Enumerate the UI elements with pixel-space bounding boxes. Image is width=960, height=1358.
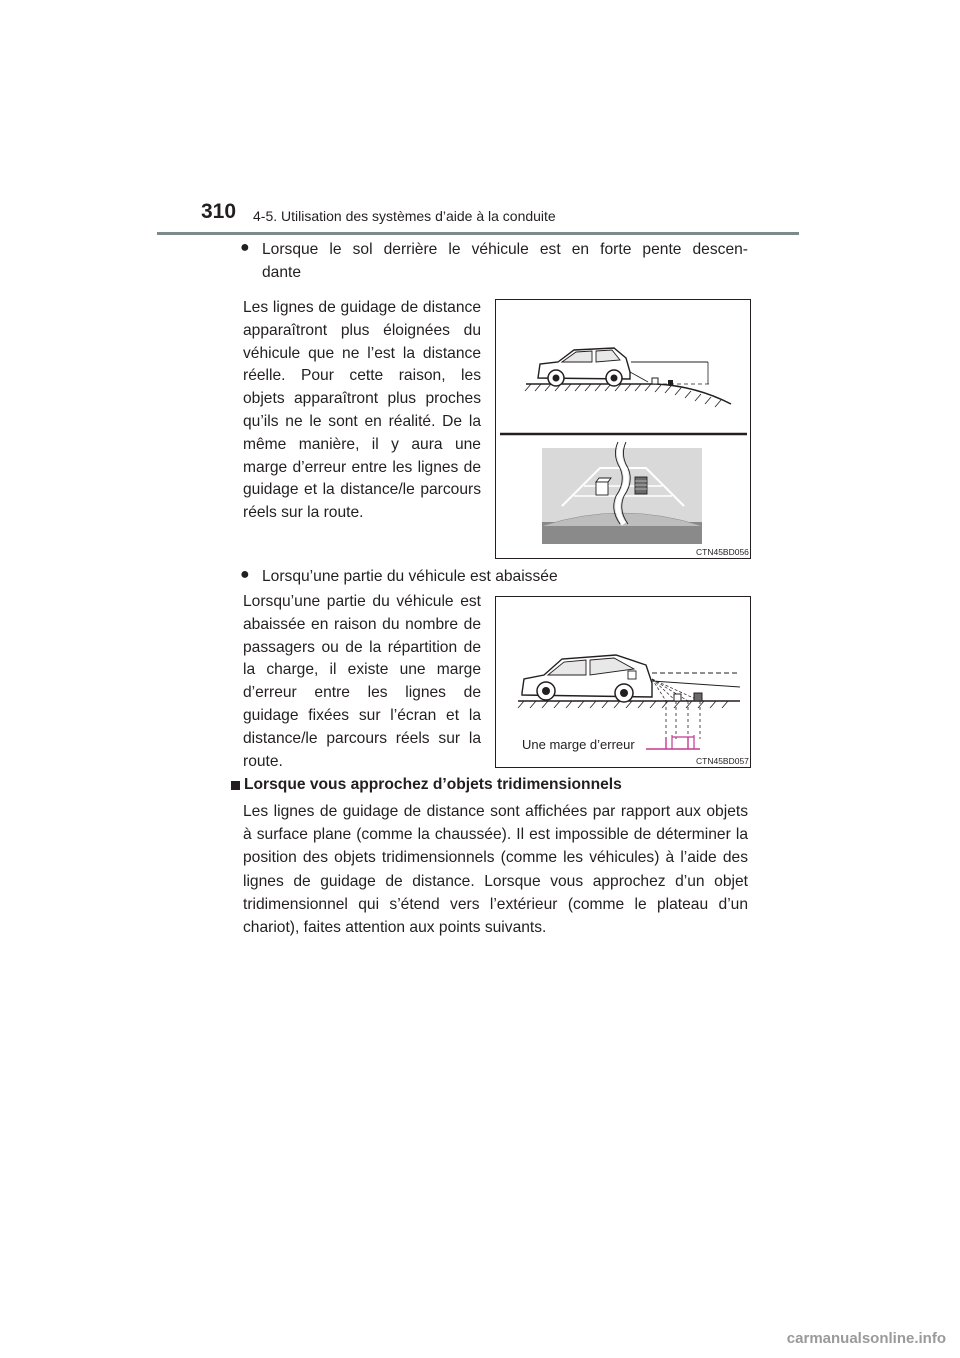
- bullet-icon: ●: [240, 566, 250, 583]
- site-watermark: carmanualsonline.info: [786, 1330, 946, 1347]
- figure-code: CTN45BD056: [696, 547, 749, 557]
- figure-downhill-slope: [495, 299, 751, 559]
- header-divider: [157, 232, 799, 235]
- figure-code: CTN45BD057: [696, 756, 749, 766]
- section-heading: Lorsque vous approchez d’objets tridimensionnels: [244, 776, 622, 793]
- figure-lowered-vehicle: [495, 596, 751, 768]
- bullet-title-line2: dante: [262, 264, 302, 281]
- section-square-icon: [231, 781, 240, 790]
- page-number: 310: [201, 200, 237, 223]
- bullet-title: Lorsqu’une partie du véhicule est abaissée: [262, 568, 558, 585]
- error-margin-label: Une marge d’erreur: [522, 737, 635, 752]
- downhill-illustration: [496, 300, 752, 560]
- bullet-title-line1: Lorsque le sol derrière le véhicule est en forte pente descen-: [262, 241, 748, 258]
- chapter-title: 4-5. Utilisation des systèmes d’aide à la conduite: [253, 208, 556, 224]
- section-body: Les lignes de guidage de distance sont affichées par rapport aux objets à surface plane (comme la chaussée). Il est impossible de déterminer la position des objets tridimensionnels (comme les véhicules) à l’aide des lignes de guidage de distance. Lorsque vous approchez d’un objet tridimensionnel qui s’étend vers l’extérieur (comme le plateau d’un chariot), faites attention aux points suivants.: [243, 803, 748, 937]
- bullet-body-lowered: Lorsqu’une partie du véhicule est abaissée en raison du nombre de passagers ou de la répartition de la charge, il existe une marge d’erreur entre les lignes de guidage fixées sur l’écran et la distance/le parcours réels sur la route.: [243, 593, 481, 770]
- bullet-icon: ●: [240, 239, 250, 256]
- bullet-body-slope: Les lignes de guidage de distance apparaîtront plus éloignées du véhicule que ne l’est la distance réelle. Pour cette raison, les objets apparaîtront plus proches qu’ils ne le sont en réalité. De la même manière, il y aura une marge d’erreur entre les lignes de guidage et la distance/le parcours réels sur la route.: [243, 299, 481, 522]
